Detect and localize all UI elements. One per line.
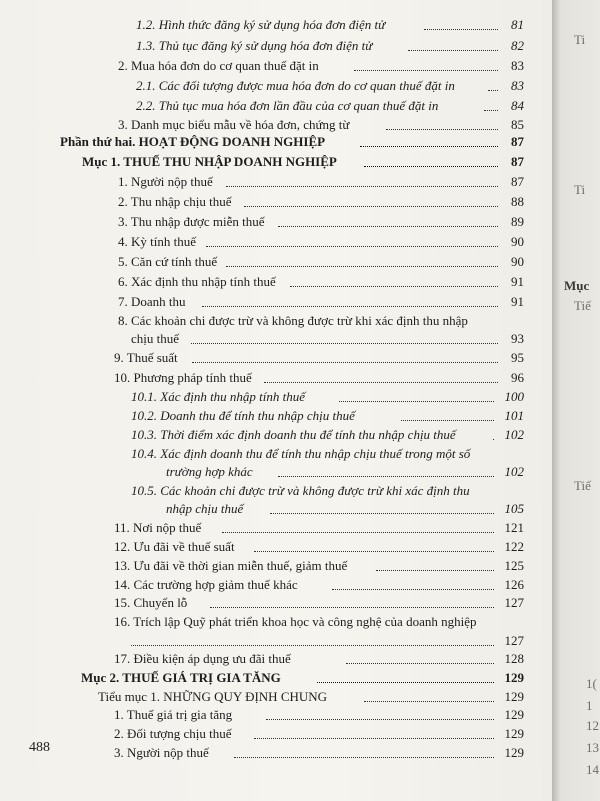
toc-entry-text: 2. Mua hóa đơn do cơ quan thuế đặt in — [118, 58, 319, 73]
dot-leader — [222, 532, 494, 533]
toc-entry — [118, 253, 524, 271]
toc-entry — [114, 613, 524, 631]
dot-leader — [386, 129, 498, 130]
toc-entry-page: 91 — [511, 274, 524, 289]
bleed-text: Mục — [564, 278, 590, 293]
dot-leader — [270, 513, 494, 514]
dot-leader — [332, 589, 494, 590]
toc-entry — [118, 273, 524, 291]
bleed-text: Tiế — [574, 478, 591, 493]
toc-entry-page: 95 — [511, 350, 524, 365]
toc-entry — [114, 744, 524, 762]
toc-entry-page: 87 — [511, 134, 524, 149]
toc-entry-page: 82 — [511, 38, 524, 53]
adjacent-page-edge — [552, 0, 600, 801]
dot-leader — [226, 186, 498, 187]
toc-entry-text: 3. Thu nhập được miễn thuế — [118, 214, 265, 229]
toc-entry-text: chịu thuế — [131, 331, 180, 346]
dot-leader — [424, 29, 498, 30]
toc-entry-text: 2. Thu nhập chịu thuế — [118, 194, 232, 209]
toc-entry-text: 16. Trích lập Quỹ phát triển khoa học và công nghệ của doanh nghiệp — [114, 614, 477, 629]
toc-entry-continuation — [131, 330, 524, 348]
dot-leader — [192, 362, 498, 363]
toc-entry-text: 2.1. Các đối tượng được mua hóa đơn do cơ quan thuế đặt in — [136, 78, 455, 93]
toc-entry-page: 125 — [504, 558, 524, 573]
toc-entry-page: 129 — [504, 707, 524, 722]
toc-entry-text: 1. Người nộp thuế — [118, 174, 213, 189]
toc-entry-text: 9. Thuế suất — [114, 350, 178, 365]
page-number: 488 — [29, 740, 50, 755]
toc-entry-page: 87 — [511, 174, 524, 189]
toc-entry-page: 90 — [511, 254, 524, 269]
dot-leader — [254, 738, 494, 739]
toc-entry-text: trường hợp khác — [166, 464, 253, 479]
toc-entry-page: 88 — [511, 194, 524, 209]
toc-entry-text: 8. Các khoản chi được trừ và không được trừ khi xác định thu nhập — [118, 313, 468, 328]
toc-entry — [118, 213, 524, 231]
toc-entry-text: 5. Căn cứ tính thuế — [118, 254, 218, 269]
toc-entry-page: 83 — [511, 78, 524, 93]
toc-entry — [118, 57, 524, 75]
dot-leader — [317, 682, 494, 683]
toc-entry-page: 90 — [511, 234, 524, 249]
toc-entry-text: 6. Xác định thu nhập tính thuế — [118, 274, 276, 289]
bleed-text: 13 — [586, 740, 599, 755]
toc-entry-page: 84 — [511, 98, 524, 113]
toc-entry-page: 91 — [511, 294, 524, 309]
dot-leader — [202, 306, 498, 307]
bleed-text: 1 — [586, 698, 593, 713]
toc-entry-text: 10.1. Xác định thu nhập tính thuế — [131, 389, 306, 404]
toc-entry-page: 129 — [504, 670, 524, 685]
bleed-text: 12 — [586, 718, 599, 733]
toc-entry — [118, 312, 524, 330]
toc-entry-page: 96 — [511, 370, 524, 385]
toc-entry-text: 3. Người nộp thuế — [114, 745, 209, 760]
toc-entry-page: 81 — [511, 17, 524, 32]
dot-leader — [278, 226, 498, 227]
toc-subsection-heading — [98, 688, 524, 706]
dot-leader — [191, 343, 498, 344]
toc-entry-page: 129 — [504, 726, 524, 741]
toc-entry-page: 122 — [504, 539, 524, 554]
toc-entry-continuation — [166, 500, 524, 518]
dot-leader — [401, 420, 494, 421]
toc-entry — [114, 349, 524, 367]
bleed-text: Tiế — [574, 298, 591, 313]
toc-entry — [131, 445, 524, 463]
toc-entry — [114, 538, 524, 556]
toc-entry-page: 121 — [504, 520, 524, 535]
toc-entry-text: 10.5. Các khoản chi được trừ và không được trừ khi xác định thu — [131, 483, 470, 498]
toc-entry-page: 127 — [504, 633, 524, 648]
dot-leader — [264, 382, 498, 383]
bleed-text: Ti — [574, 32, 586, 47]
toc-entry — [114, 650, 524, 668]
toc-entry-text: 10.4. Xác định doanh thu để tính thu nhập chịu thuế trong một số — [131, 446, 471, 461]
toc-entry — [131, 426, 524, 444]
toc-entry-continuation — [166, 463, 524, 481]
toc-entry — [114, 369, 524, 387]
toc-entry — [118, 173, 524, 191]
toc-entry-page: 102 — [504, 464, 524, 479]
toc-entry-page: 85 — [511, 117, 524, 132]
dot-leader — [484, 110, 498, 111]
dot-leader — [131, 645, 494, 646]
toc-entry-text: 7. Doanh thu — [118, 294, 186, 309]
toc-section-heading — [81, 669, 524, 687]
toc-entry — [131, 388, 524, 406]
dot-leader — [210, 607, 494, 608]
toc-entry-text: 10.2. Doanh thu để tính thu nhập chịu thuế — [131, 408, 355, 423]
dot-leader — [290, 286, 498, 287]
dot-leader — [364, 166, 498, 167]
toc-entry-text: Mục 1. THUẾ THU NHẬP DOANH NGHIỆP — [82, 154, 337, 169]
bleed-text: Ti — [574, 182, 586, 197]
toc-entry-page: 126 — [504, 577, 524, 592]
toc-entry-text: nhập chịu thuế — [166, 501, 244, 516]
dot-leader — [376, 570, 494, 571]
toc-entry — [118, 233, 524, 251]
toc-entry-text: Mục 2. THUẾ GIÁ TRỊ GIA TĂNG — [81, 670, 281, 685]
dot-leader — [254, 551, 494, 552]
dot-leader — [266, 719, 494, 720]
dot-leader — [206, 246, 498, 247]
toc-entry-text: 4. Kỳ tính thuế — [118, 234, 196, 249]
toc-entry — [136, 16, 524, 34]
toc-entry — [136, 97, 524, 115]
toc-entry-page: 101 — [504, 408, 524, 423]
dot-leader — [364, 701, 494, 702]
toc-entry-text: 2.2. Thủ tục mua hóa đơn lần đầu của cơ quan thuế đặt in — [136, 98, 439, 113]
toc-entry-text: 15. Chuyển lỗ — [114, 595, 188, 610]
toc-entry — [118, 116, 524, 134]
toc-entry — [114, 557, 524, 575]
toc-entry-page: 87 — [511, 154, 524, 169]
dot-leader — [408, 50, 498, 51]
dot-leader — [339, 401, 494, 402]
toc-entry-text: 14. Các trường hợp giảm thuế khác — [114, 577, 298, 592]
dot-leader — [346, 663, 494, 664]
toc-entry — [114, 519, 524, 537]
toc-entry — [114, 594, 524, 612]
toc-entry-page: 128 — [504, 651, 524, 666]
toc-entry-text: Phần thứ hai. HOẠT ĐỘNG DOANH NGHIỆP — [60, 134, 326, 149]
toc-entry-text: 1.2. Hình thức đăng ký sử dụng hóa đơn điện tử — [136, 17, 386, 32]
toc-entry-page: 127 — [504, 595, 524, 610]
toc-entry-text: 10. Phương pháp tính thuế — [114, 370, 252, 385]
toc-entry-page: 93 — [511, 331, 524, 346]
toc-entry-text: 13. Ưu đãi về thời gian miễn thuế, giảm thuế — [114, 558, 348, 573]
toc-entry-page: 105 — [504, 501, 524, 516]
toc-entry-text: 3. Danh mục biểu mẫu về hóa đơn, chứng từ — [118, 117, 350, 132]
toc-entry-text: 1. Thuế giá trị gia tăng — [114, 707, 233, 722]
toc-entry — [131, 407, 524, 425]
dot-leader — [234, 757, 494, 758]
toc-entry-continuation — [131, 632, 524, 650]
toc-entry-text: 12. Ưu đãi về thuế suất — [114, 539, 235, 554]
dot-leader — [360, 146, 498, 147]
toc-entry-text: 2. Đối tượng chịu thuế — [114, 726, 232, 741]
toc-entry — [136, 77, 524, 95]
toc-entry — [118, 193, 524, 211]
toc-entry-text: 11. Nơi nộp thuế — [114, 520, 202, 535]
toc-entry-page: 83 — [511, 58, 524, 73]
toc-entry-text: Tiểu mục 1. NHỮNG QUY ĐỊNH CHUNG — [98, 689, 328, 704]
toc-entry-page: 89 — [511, 214, 524, 229]
dot-leader — [493, 439, 494, 440]
toc-entry — [118, 293, 524, 311]
toc-section-heading — [82, 153, 524, 171]
toc-entry-text: 10.3. Thời điểm xác định doanh thu để tính thu nhập chịu thuế — [131, 427, 456, 442]
toc-entry-page: 102 — [504, 427, 524, 442]
dot-leader — [278, 476, 494, 477]
toc-entry — [131, 482, 524, 500]
dot-leader — [244, 206, 498, 207]
bleed-text: 14 — [586, 762, 599, 777]
dot-leader — [226, 266, 498, 267]
dot-leader — [488, 90, 498, 91]
toc-entry-text: 17. Điều kiện áp dụng ưu đãi thuế — [114, 651, 291, 666]
toc-entry-page: 129 — [504, 745, 524, 760]
toc-entry — [114, 725, 524, 743]
toc-entry — [114, 706, 524, 724]
bleed-text: 1( — [586, 676, 597, 691]
toc-entry-page: 100 — [504, 389, 524, 404]
toc-part-heading — [60, 133, 524, 151]
toc-entry — [114, 576, 524, 594]
toc-entry — [136, 37, 524, 55]
toc-entry-page: 129 — [504, 689, 524, 704]
toc-entry-text: 1.3. Thủ tục đăng ký sử dụng hóa đơn điện tử — [136, 38, 373, 53]
dot-leader — [354, 70, 498, 71]
